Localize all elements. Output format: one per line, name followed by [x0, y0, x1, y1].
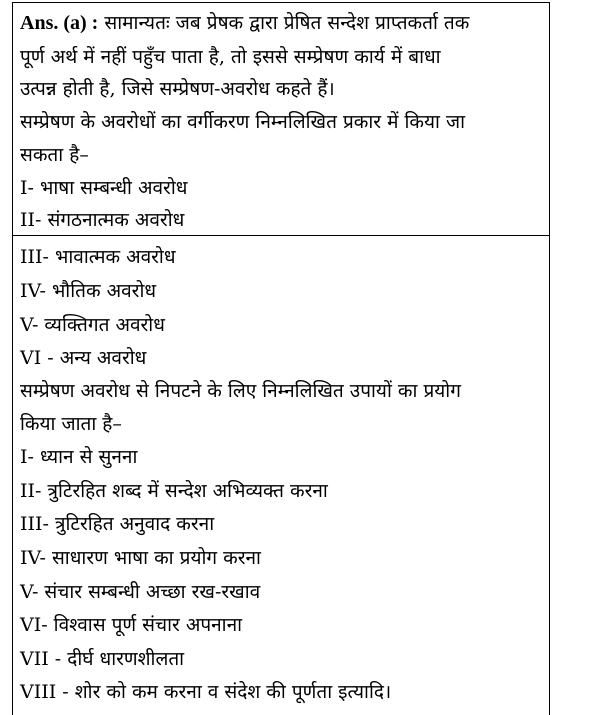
remedies-intro-line-1: सम्प्रेषण अवरोध से निपटने के लिए निम्नलिखित उपायों का प्रयोग — [20, 380, 461, 402]
intro-line-2: पूर्ण अर्थ में नहीं पहुँच पाता है, तो इससे सम्प्रेषण कार्य में बाधा — [20, 46, 441, 68]
remedy-item: II- त्रुटिरहित शब्द में सन्देश अभिव्यक्त करना — [20, 480, 328, 502]
barrier-item: II- संगठनात्मक अवरोध — [20, 209, 185, 231]
intro-line-1 — [20, 12, 469, 34]
barrier-item: III- भावात्मक अवरोध — [20, 246, 176, 268]
barrier-item: I- भाषा सम्बन्धी अवरोध — [20, 177, 188, 199]
remedy-item: VII - दीर्घ धारणशीलता — [20, 648, 185, 670]
barrier-item: IV- भौतिक अवरोध — [20, 280, 157, 302]
classification-line-1: सम्प्रेषण के अवरोधों का वर्गीकरण निम्नलिखित प्रकार में किया जा — [20, 111, 465, 133]
remedy-item: VI- विश्वास पूर्ण संचार अपनाना — [20, 614, 243, 636]
remedy-item: I- ध्यान से सुनना — [20, 446, 138, 468]
remedy-item: VIII - शोर को कम करना व संदेश की पूर्णता इत्यादि। — [20, 681, 392, 703]
barrier-item: V- व्यक्तिगत अवरोध — [20, 314, 165, 336]
remedy-item: IV- साधारण भाषा का प्रयोग करना — [20, 547, 261, 569]
classification-line-2: सकता है– — [20, 144, 89, 166]
barrier-item: VI - अन्य अवरोध — [20, 347, 147, 369]
intro-line-3: उत्पन्न होती है, जिसे सम्प्रेषण-अवरोध कहते हैं। — [20, 78, 335, 100]
answer-label: Ans. (a) : — [20, 12, 99, 34]
answer-box-bottom — [12, 235, 550, 715]
remedy-item: V- संचार सम्बन्धी अच्छा रख-रखाव — [20, 581, 261, 603]
remedy-item: III- त्रुटिरहित अनुवाद करना — [20, 513, 215, 535]
intro-text-1: सामान्यतः जब प्रेषक द्वारा प्रेषित सन्देश प्राप्तकर्ता तक — [104, 12, 470, 34]
remedies-intro-line-2: किया जाता है– — [20, 413, 122, 435]
